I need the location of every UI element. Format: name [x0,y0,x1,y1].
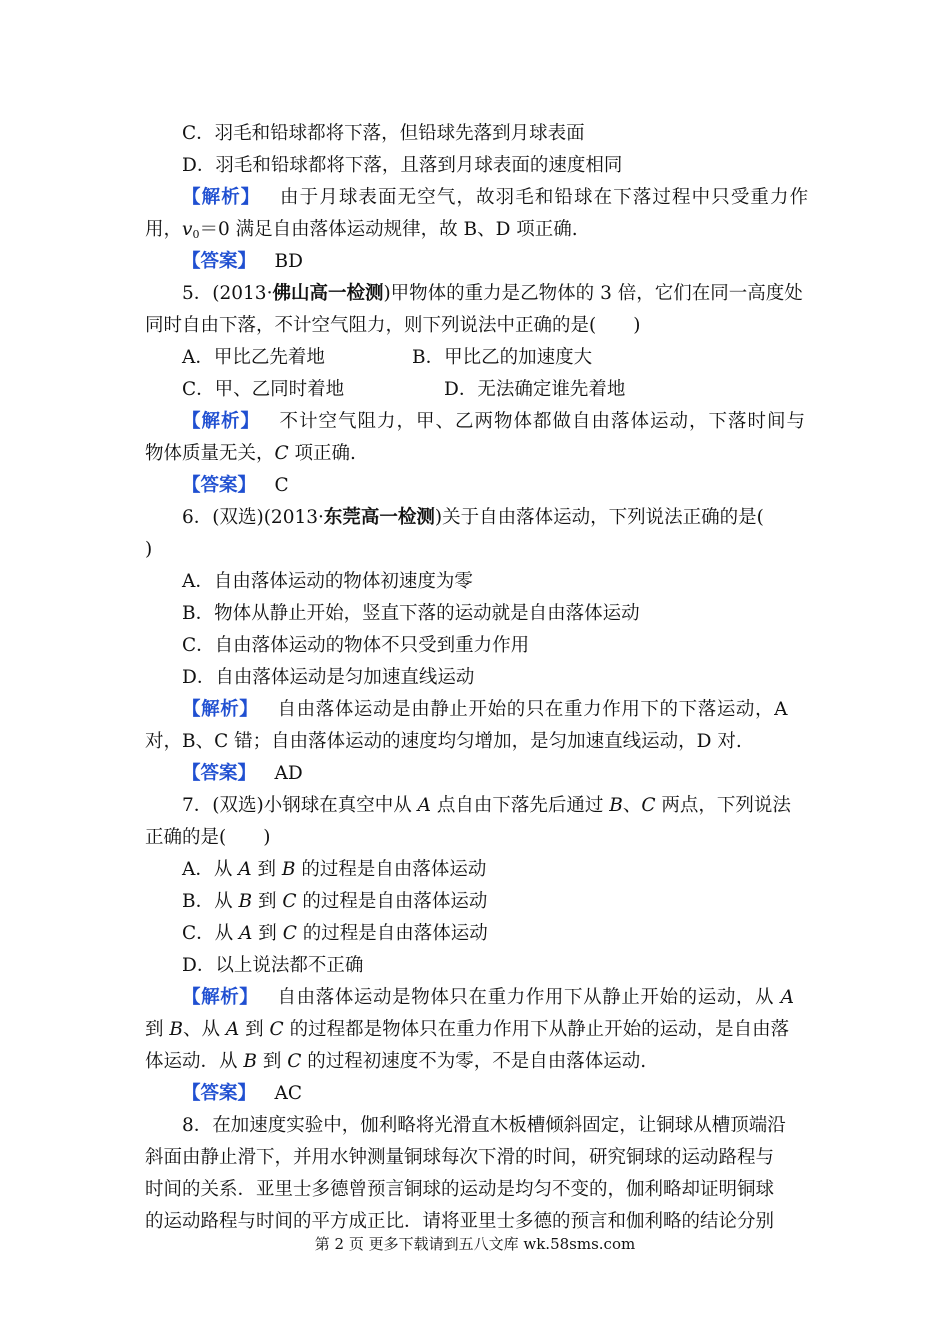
page-footer: 第 2 页 更多下载请到五八文库 wk.58sms.com [314,1235,636,1253]
question-text: 两点，下列说法 [655,795,791,816]
analysis-text: 到 [145,1019,170,1040]
q4-answer [182,246,810,278]
option-text: 的过程是自由落体运动 [295,859,487,880]
option-text: 的过程是自由落体运动 [296,923,488,944]
analysis-text: 自由落体运动是由静止开始的只在重力作用下的下落运动，A [277,699,789,720]
analysis-text: 到 [239,1019,270,1040]
velocity-subscript: 0 [192,228,200,241]
q8-stem-line3: 时间的关系．亚里士多德曾预言铜球的运动是均匀不变的，伽利略却证明铜球 [145,1179,775,1200]
option-text: C．从 [182,923,240,944]
q7-analysis-line2 [145,1014,810,1046]
question-number: 5．(2013· [182,283,273,304]
point-label: A [239,923,253,944]
q7-option-d: D．以上说法都不正确 [182,955,364,976]
answer-value: BD [274,251,303,272]
answer-tag: 【答案】 [182,763,257,784]
point-label: A [417,795,431,816]
analysis-text: 物体质量无关， [145,443,275,464]
option-text: 到 [252,923,283,944]
q6-option-b: B．物体从静止开始，竖直下落的运动就是自由落体运动 [182,603,640,624]
point-label: A [780,987,795,1008]
analysis-text: 的过程都是物体只在重力作用下从静止开始的运动，是自由落 [283,1019,790,1040]
q5-answer [182,470,810,502]
velocity-symbol: v [182,219,193,240]
q7-analysis-line1 [182,982,810,1014]
question-text: )甲物体的重力是乙物体的 3 倍，它们在同一高度处 [383,283,803,304]
point-label: B [281,859,296,880]
q5-option-a: A．甲比乙先着地 [182,347,325,368]
option-text: 的过程是自由落体运动 [296,891,488,912]
option-text: 到 [252,891,283,912]
point-label: C [282,923,297,944]
analysis-text: 到 [257,1051,288,1072]
q6-option-a: A．自由落体运动的物体初速度为零 [182,571,473,592]
analysis-tag: 【解析】 [182,411,261,432]
analysis-text: 的过程初速度不为零，不是自由落体运动. [301,1051,647,1072]
answer-tag: 【答案】 [182,1083,257,1104]
question-number: 6．(双选)(2013· [182,507,324,528]
q5-analysis-line1 [182,406,810,438]
answer-tag: 【答案】 [182,251,257,272]
analysis-text: 体运动．从 [145,1051,244,1072]
point-label: C [641,795,656,816]
question-text: )关于自由落体运动，下列说法正确的是( [434,507,764,528]
question-source: 佛山高一检测 [272,283,384,304]
q4-option-d: D．羽毛和铅球都将下落，且落到月球表面的速度相同 [182,155,623,176]
answer-value: AC [274,1083,303,1104]
point-label: B [243,1051,257,1072]
q6-analysis-line1 [182,694,810,726]
q7-analysis-line3 [145,1046,810,1078]
option-letter: C [274,443,289,464]
q4-analysis-line1 [182,182,810,214]
q5-analysis-line2 [145,438,810,470]
analysis-tag: 【解析】 [182,187,261,208]
q5-stem-line2: 同时自由下落，不计空气阻力，则下列说法中正确的是( ) [145,315,641,336]
q6-option-c: C．自由落体运动的物体不只受到重力作用 [182,635,530,656]
point-label: B [169,1019,183,1040]
option-text: 到 [251,859,282,880]
analysis-text: 不计空气阻力，甲、乙两物体都做自由落体运动，下落时间与 [279,411,807,432]
q7-stem-line1 [182,790,810,822]
question-text: 点自由下落先后通过 [430,795,610,816]
point-label: A [238,859,252,880]
analysis-tag: 【解析】 [182,699,259,720]
analysis-text: 自由落体运动是物体只在重力作用下从静止开始的运动，从 [277,987,781,1008]
q7-option-a [182,854,810,886]
analysis-text: 项正确. [288,443,356,464]
point-label: C [282,891,297,912]
point-label: B [609,795,623,816]
q6-stem-line2: ) [145,539,153,560]
q6-stem-line1 [182,502,810,534]
point-label: B [238,891,253,912]
q5-option-c: C．甲、乙同时着地 [182,379,345,400]
q8-stem-line1: 8．在加速度实验中，伽利略将光滑直木板槽倾斜固定，让铜球从槽顶端沿 [182,1115,786,1136]
analysis-text: ＝0 满足自由落体运动规律，故 B、D 项正确. [199,219,578,240]
option-text: B．从 [182,891,239,912]
analysis-text: 由于月球表面无空气，故羽毛和铅球在下落过程中只受重力作 [280,187,810,208]
q8-stem-line4: 的运动路程与时间的平方成正比．请将亚里士多德的预言和伽利略的结论分别 [145,1211,775,1232]
q8-stem-line2: 斜面由静止滑下，并用水钟测量铜球每次下滑的时间，研究铜球的运动路程与 [145,1147,775,1168]
q7-stem-line2: 正确的是( ) [145,827,271,848]
option-text: A．从 [182,859,239,880]
point-label: A [225,1019,240,1040]
answer-value: AD [274,763,303,784]
analysis-text: 用， [145,219,183,240]
question-source: 东莞高一检测 [323,507,435,528]
analysis-tag: 【解析】 [182,987,259,1008]
answer-value: C [274,475,289,496]
point-label: C [287,1051,302,1072]
q7-option-b [182,886,810,918]
q6-analysis-line2: 对，B、C 错；自由落体运动的速度均匀增加，是匀加速直线运动，D 对. [145,731,742,752]
question-text: 、 [622,795,642,816]
analysis-text: 、从 [183,1019,226,1040]
q7-answer [182,1078,810,1110]
q5-option-b: B．甲比乙的加速度大 [412,347,593,368]
answer-tag: 【答案】 [182,475,257,496]
question-text: 7．(双选)小钢球在真空中从 [182,795,418,816]
q6-option-d: D．自由落体运动是匀加速直线运动 [182,667,475,688]
q5-option-d: D．无法确定谁先着地 [444,379,626,400]
q4-option-c: C．羽毛和铅球都将下落，但铅球先落到月球表面 [182,123,585,144]
q6-answer [182,758,810,790]
point-label: C [269,1019,284,1040]
q7-option-c [182,918,810,950]
q5-stem-line1 [182,278,810,310]
